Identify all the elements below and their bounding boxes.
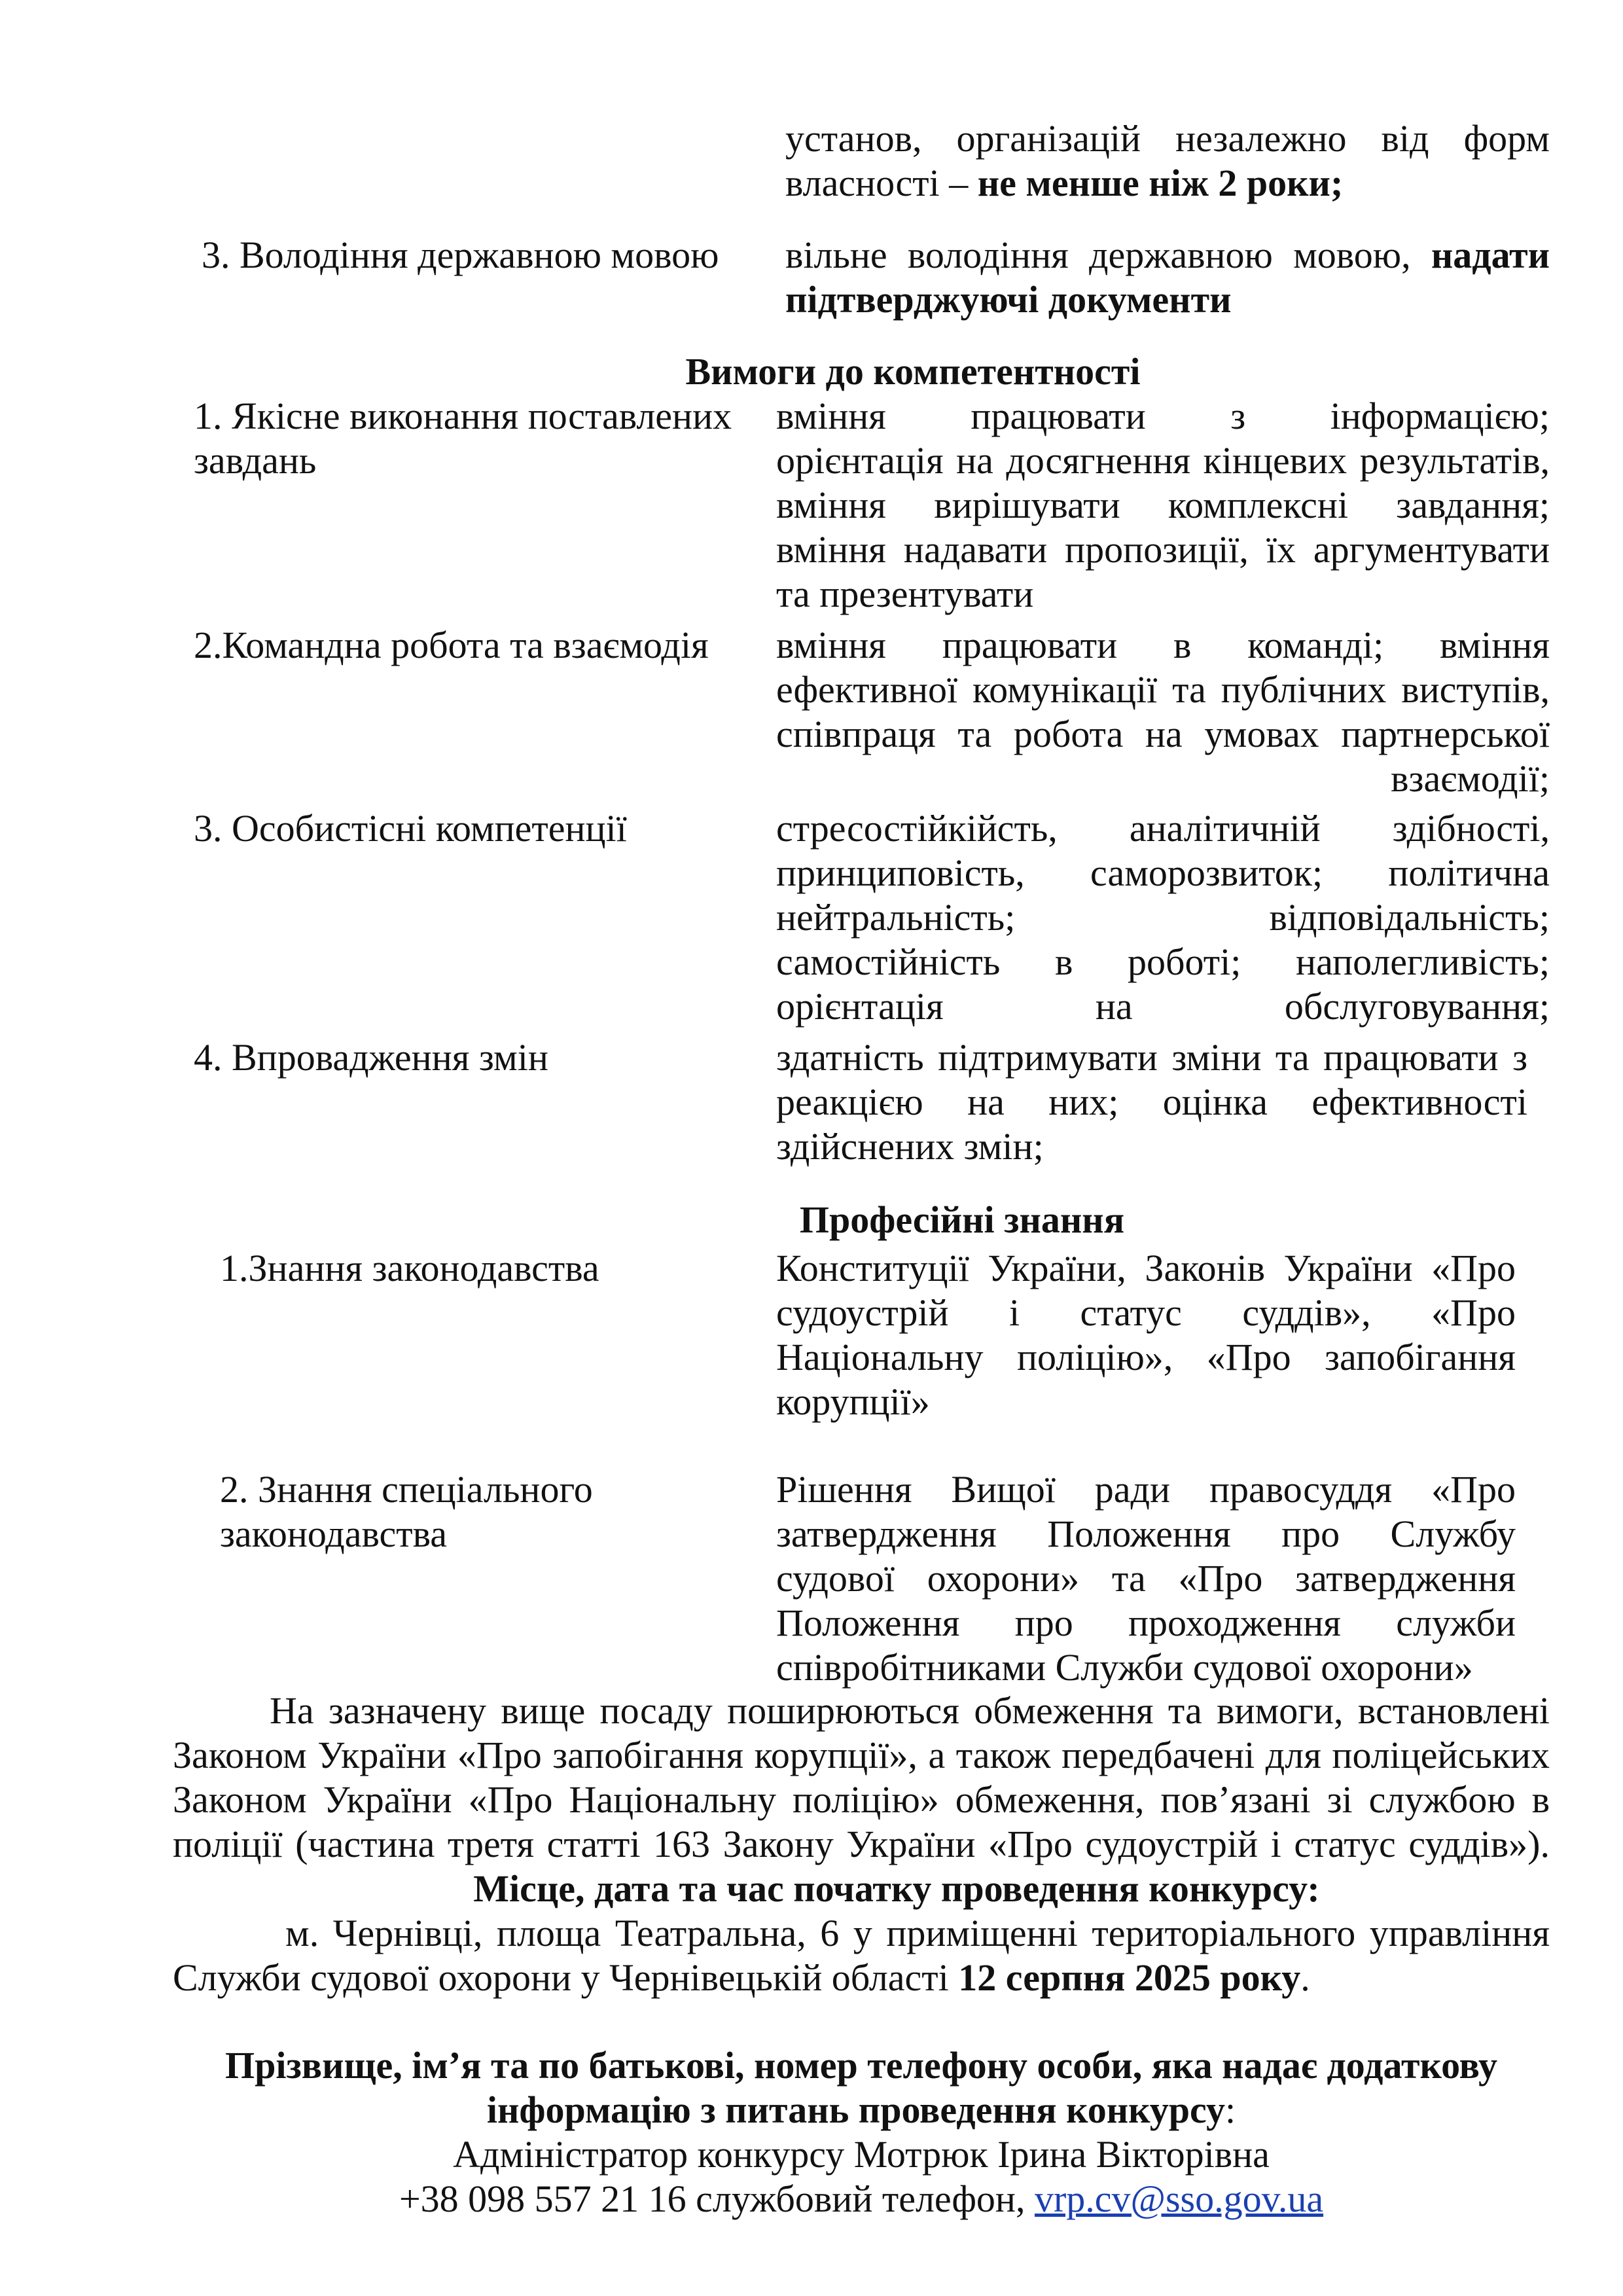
competence-row-1-value: вміння працювати з інформацією; орієнтація на досягнення кінцевих результатів, вміння вирішувати комплексні завдання; вміння надавати пропозиції, їх аргументувати та презентувати	[776, 395, 1550, 615]
knowledge-row-2-value: Рішення Вищої ради правосуддя «Про затвердження Положення про Службу судової охорони» та «Про затвердження Положення про проходження служби співробітниками Служби судової охорони»	[776, 1468, 1516, 1689]
competence-row-4-value: здатність підтримувати зміни та працювати з реакцією на них; оцінка ефективності здійснених змін;	[776, 1036, 1527, 1168]
competence-row-2-value: вміння працювати в команді; вміння ефективної комунікації та публічних виступів, співпраця та робота на умовах партнерської взаємодії;	[776, 624, 1550, 800]
venue-line-1: м. Чернівці, площа Театральна, 6 у приміщенні територіального управління	[285, 1912, 1550, 1954]
competence-row-4-label: 4. Впровадження змін	[194, 1036, 548, 1079]
restrictions-paragraph: На зазначену вище посаду поширюються обмеження та вимоги, встановлені Законом України «Про запобігання корупції», а також передбачені для поліцейських Законом України «Про Національну поліцію» обмеження, пов’язані зі службою в поліції (частина третя статті 163 Закону України «Про судоустрій і статус суддів»).	[173, 1689, 1550, 1865]
phone-number: +38 098 557 21 16 службовий телефон,	[399, 2178, 1035, 2220]
competence-row-2-label: 2.Командна робота та взаємодія	[194, 624, 709, 666]
competence-row-3-value: стресостійкійсть, аналітичній здібності, принциповість, саморозвиток; політична нейтральність; відповідальність; самостійність в роботі; наполегливість; орієнтація на обслуговування;	[776, 807, 1550, 1028]
experience-line-2: власності – не менше ніж 2 роки;	[785, 162, 1344, 204]
language-label: 3. Володіння державною мовою	[202, 234, 719, 276]
competence-heading: Вимоги до компетентності	[685, 350, 1141, 393]
knowledge-row-2-label: 2. Знання спеціального законодавства	[220, 1468, 593, 1555]
language-value	[785, 233, 1550, 322]
email-link[interactable]: vrp.cv@sso.gov.ua	[1034, 2178, 1324, 2220]
admin-name: Адміністратор конкурсу Мотрюк Ірина Вікторівна	[453, 2133, 1270, 2176]
knowledge-row-1-value: Конституції України, Законів України «Про судоустрій і статус суддів», «Про Національну поліцію», «Про запобігання корупції»	[776, 1247, 1516, 1423]
venue-heading: Місце, дата та час початку проведення конкурсу:	[473, 1867, 1320, 1910]
competence-row-3-label: 3. Особистісні компетенції	[194, 807, 627, 850]
knowledge-heading: Професійні знання	[799, 1198, 1125, 1241]
contact-details	[173, 2132, 1550, 2221]
experience-continuation	[785, 117, 1550, 206]
knowledge-row-1-label: 1.Знання законодавства	[220, 1247, 599, 1289]
language-value-line-1: вільне володіння державною мовою, надати	[785, 234, 1550, 276]
venue-line-2: Служби судової охорони у Чернівецькій області 12 серпня 2025 року.	[173, 1956, 1310, 1999]
venue-text	[173, 1911, 1550, 2000]
experience-line-1: установ, організацій незалежно від форм	[785, 117, 1550, 160]
contact-heading: Прізвище, ім’я та по батькові, номер телефону особи, яка надає додаткову інформацію з питань проведення конкурсу:	[224, 2044, 1498, 2131]
competence-row-1-label: 1. Якісне виконання поставлених завдань	[194, 395, 732, 482]
phone-line	[173, 2177, 1550, 2221]
language-value-line-2: підтверджуючі документи	[785, 278, 1232, 321]
